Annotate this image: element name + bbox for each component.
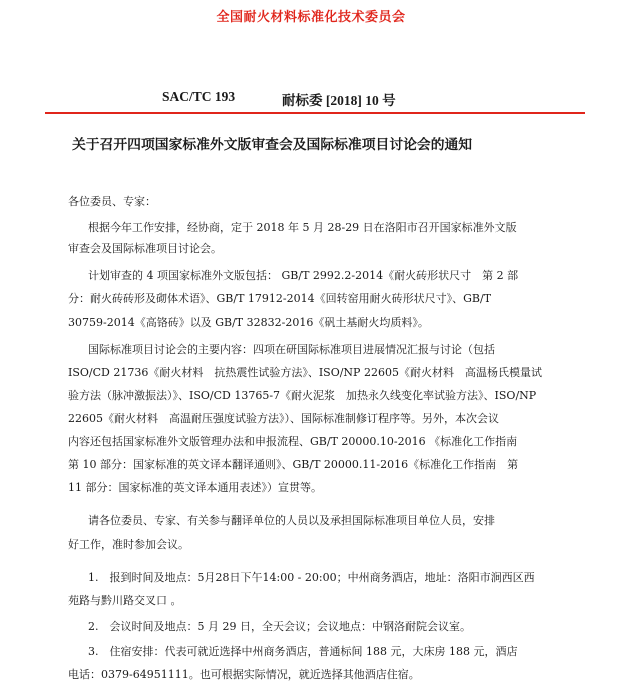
paragraph-line: 第 10 部分：国家标准的英文译本翻译通则》、GB/T 20000.11-2016《标准化工作指南 第 <box>68 458 519 471</box>
paragraph-line: 好工作，准时参加会议。 <box>68 538 189 551</box>
notice-title: 关于召开四项国家标准外文版审查会及国际标准项目讨论会的通知 <box>72 137 473 153</box>
paragraph-line: 审查会及国际标准项目讨论会。 <box>68 242 222 255</box>
paragraph-line: 内容还包括国家标准外文版管理办法和申报流程、GB/T 20000.10-2016 《标准化工作指南 <box>68 435 518 448</box>
paragraph-line: ISO/CD 21736《耐火材料 抗热震性试验方法》、ISO/NP 22605《耐火材料 高温杨氏模量试 <box>68 366 542 379</box>
paragraph-line: 30759-2014《高铬砖》以及 GB/T 32832-2016《矾土基耐火均质料》。 <box>68 316 429 329</box>
list-item: 2. 会议时间及地点：5 月 29 日，全天会议；会议地点：中钢洛耐院会议室。 <box>88 620 471 633</box>
paragraph-line: 计划审查的 4 项国家标准外文版包括： GB/T 2992.2-2014《耐火砖形状尺寸 第 2 部 <box>88 269 519 282</box>
document-number: 耐标委 [2018] 10 号 <box>282 93 396 108</box>
committee-code: SAC/TC 193 <box>162 89 236 104</box>
paragraph-line: 11 部分：国家标准的英文译本通用表述》）宣贯等。 <box>68 481 322 494</box>
paragraph-line: 22605《耐火材料 高温耐压强度试验方法》）、国际标准制修订程序等。另外，本次会议 <box>68 412 499 425</box>
salutation: 各位委员、专家： <box>68 195 156 208</box>
org-title: 全国耐火材料标准化技术委员会 <box>216 10 406 25</box>
list-item: 1. 报到时间及地点：5月28日下午14:00 - 20:00；中州商务酒店，地址：洛阳市涧西区西 <box>88 571 535 584</box>
paragraph-line: 根据今年工作安排，经协商，定于 2018 年 5 月 28-29 日在洛阳市召开国家标准外文版 <box>88 221 517 234</box>
paragraph-line: 分：耐火砖砖形及砌体术语》、GB/T 17912-2014《回转窑用耐火砖形状尺寸》、GB/T <box>68 292 492 305</box>
list-item: 苑路与黔川路交叉口 。 <box>68 594 182 607</box>
paragraph-line: 国际标准项目讨论会的主要内容：四项在研国际标准项目进展情况汇报与讨论（包括 <box>88 343 495 356</box>
list-item: 3. 住宿安排：代表可就近选择中州商务酒店，普通标间 188 元，大床房 188 元，酒店 <box>88 645 518 658</box>
list-item: 电话：0379-64951111。也可根据实际情况，就近选择其他酒店住宿。 <box>68 668 420 681</box>
paragraph-line: 请各位委员、专家、有关参与翻译单位的人员以及承担国际标准项目单位人员，安排 <box>88 514 495 527</box>
paragraph-line: 验方法（脉冲激振法）》、ISO/CD 13765-7《耐火泥浆 加热永久线变化率试验方法》、ISO/NP <box>68 389 537 402</box>
